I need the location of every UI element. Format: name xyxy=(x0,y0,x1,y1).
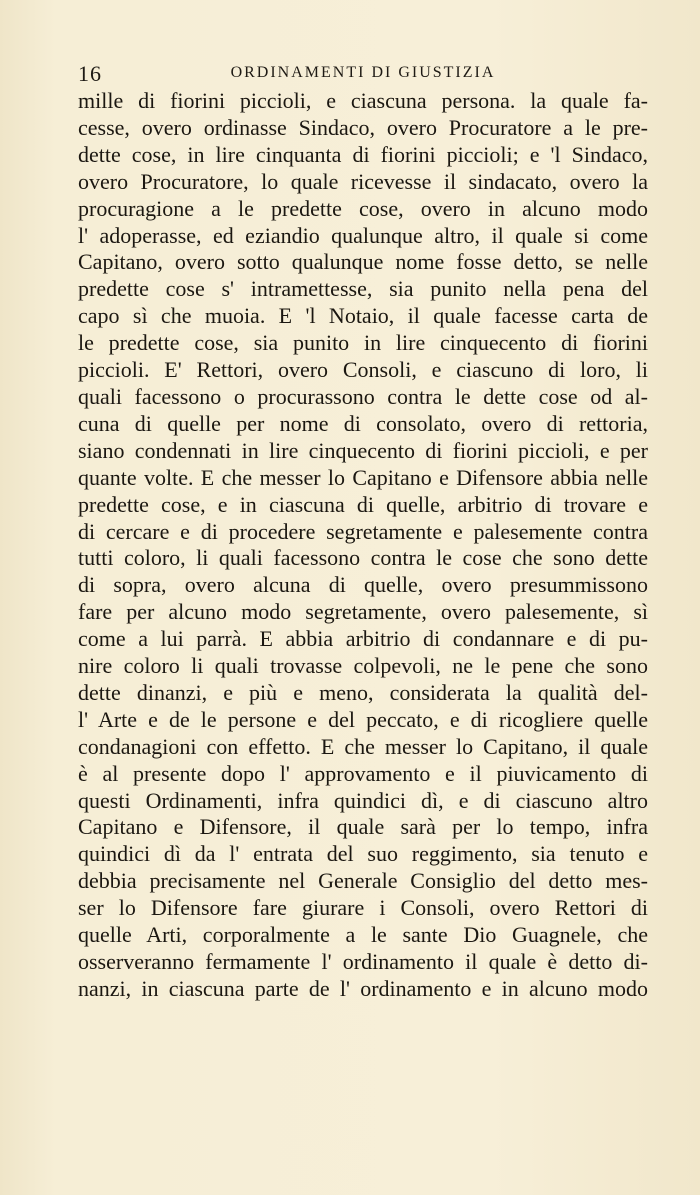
text-line: le predette cose, sia punito in lire cinquecento di fiorini xyxy=(78,330,648,356)
text-line: procuragione a le predette cose, overo in alcuno modo xyxy=(78,195,648,221)
text-line: è al presente dopo l' approvamento e il piuvicamento di xyxy=(78,760,648,786)
text-line: Capitano, overo sotto qualunque nome fosse detto, se nelle xyxy=(78,249,648,275)
text-line: quindici dì da l' entrata del suo reggimento, sia tenuto e xyxy=(78,841,648,867)
text-line: nanzi, in ciascuna parte de l' ordinamento e in alcuno modo xyxy=(78,975,648,1001)
text-line: overo Procuratore, lo quale ricevesse il sindacato, overo la xyxy=(78,168,648,194)
text-line: osserveranno fermamente l' ordinamento il quale è detto di- xyxy=(78,949,648,974)
text-line: quante volte. E che messer lo Capitano e Difensore abbia nelle xyxy=(78,464,648,490)
text-line: siano condennati in lire cinquecento di fiorini piccioli, e per xyxy=(78,437,648,463)
text-line: quali facessono o procurassono contra le dette cose od al- xyxy=(78,383,648,409)
text-line: tutti coloro, li quali facessono contra le cose che sono dette xyxy=(78,545,648,571)
text-line: dette dinanzi, e più e meno, considerata la qualità del- xyxy=(78,679,648,705)
text-line: quelle Arti, corporalmente a le sante Dio Guagnele, che xyxy=(78,922,648,948)
text-line: capo sì che muoia. E 'l Notaio, il quale facesse carta de xyxy=(78,303,648,329)
text-line: mille di fiorini piccioli, e ciascuna persona. la quale fa- xyxy=(78,88,648,113)
text-line: di sopra, overo alcuna di quelle, overo presummissono xyxy=(78,572,648,598)
text-line: debbia precisamente nel Generale Consiglio del detto mes- xyxy=(78,868,648,894)
text-line: l' Arte e de le persone e del peccato, e di ricogliere quelle xyxy=(78,706,648,732)
text-line: predette cose s' intramettesse, sia punito nella pena del xyxy=(78,276,648,302)
page-header xyxy=(78,61,648,89)
running-title: ORDINAMENTI DI GIUSTIZIA xyxy=(230,64,496,81)
text-line: condanagioni con effetto. E che messer lo Capitano, il quale xyxy=(78,733,648,759)
text-line: dette cose, in lire cinquanta di fiorini piccioli; e 'l Sindaco, xyxy=(78,141,648,167)
text-line: Capitano e Difensore, il quale sarà per lo tempo, infra xyxy=(78,814,648,840)
text-line: l' adoperasse, ed eziandio qualunque altro, il quale si come xyxy=(78,222,648,248)
text-line: questi Ordinamenti, infra quindici dì, e di ciascuno altro xyxy=(78,787,648,813)
text-line: come a lui parrà. E abbia arbitrio di condannare e di pu- xyxy=(78,626,648,652)
body-text xyxy=(78,88,648,1003)
text-line: cesse, overo ordinasse Sindaco, overo Procuratore a le pre- xyxy=(78,114,648,140)
page-number: 16 xyxy=(78,61,102,86)
text-line: ser lo Difensore fare giurare i Consoli, overo Rettori di xyxy=(78,895,648,921)
text-line: nire coloro li quali trovasse colpevoli, ne le pene che sono xyxy=(78,653,648,679)
text-line: predette cose, e in ciascuna di quelle, arbitrio di trovare e xyxy=(78,491,648,517)
text-line: di cercare e di procedere segretamente e palesemente contra xyxy=(78,518,648,544)
text-line: piccioli. E' Rettori, overo Consoli, e ciascuno di loro, li xyxy=(78,357,648,383)
text-line: fare per alcuno modo segretamente, overo palesemente, sì xyxy=(78,599,648,625)
text-line: cuna di quelle per nome di consolato, overo di rettoria, xyxy=(78,410,648,436)
